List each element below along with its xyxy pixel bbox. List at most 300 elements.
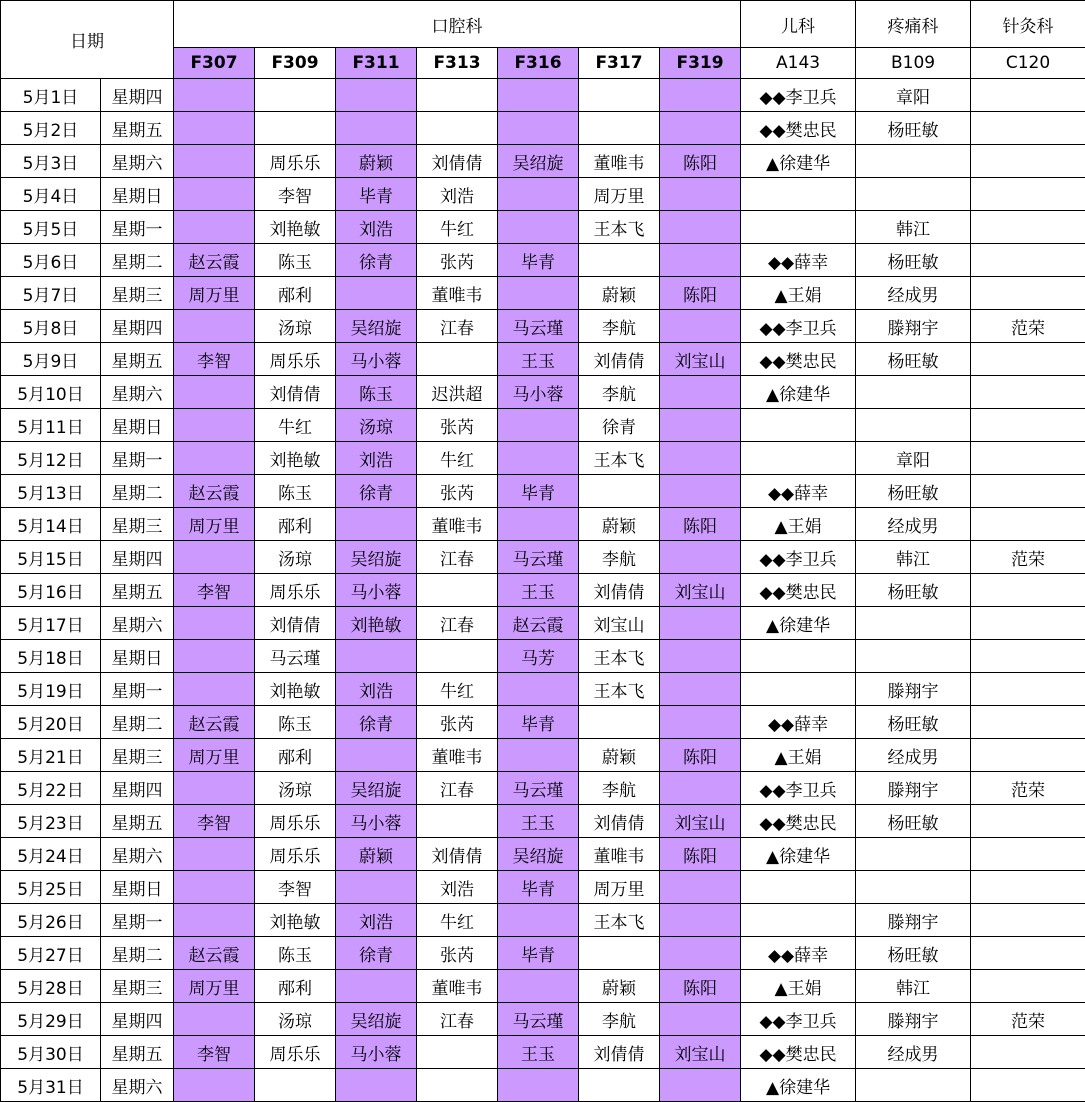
- weekday-cell: 星期日: [101, 409, 174, 442]
- duty-cell-f317: 蔚颖: [579, 508, 660, 541]
- duty-cell-f317: 李航: [579, 541, 660, 574]
- duty-cell-f319: [660, 607, 741, 640]
- table-row: [1, 310, 1085, 343]
- weekday-cell: 星期四: [101, 310, 174, 343]
- duty-cell-f317: 刘宝山: [579, 607, 660, 640]
- duty-cell-f311: 马小蓉: [336, 574, 417, 607]
- duty-cell-f307: [174, 904, 255, 937]
- duty-cell-a143: ◆◆薛幸: [741, 706, 856, 739]
- duty-cell-f313: [417, 574, 498, 607]
- duty-cell-f311: [336, 1069, 417, 1102]
- table-row: [1, 409, 1085, 442]
- duty-cell-f316: 毕青: [498, 475, 579, 508]
- duty-cell-c120: 范荣: [971, 541, 1085, 574]
- date-cell: 5月11日: [1, 409, 101, 442]
- duty-cell-f313: 牛红: [417, 904, 498, 937]
- duty-cell-f307: [174, 673, 255, 706]
- duty-cell-f313: 江春: [417, 310, 498, 343]
- date-cell: 5月18日: [1, 640, 101, 673]
- duty-cell-f319: [660, 673, 741, 706]
- duty-cell-f311: 徐青: [336, 475, 417, 508]
- duty-cell-f313: 董唯韦: [417, 970, 498, 1003]
- duty-cell-f311: 马小蓉: [336, 1036, 417, 1069]
- duty-cell-f319: 刘宝山: [660, 574, 741, 607]
- weekday-cell: 星期日: [101, 640, 174, 673]
- duty-cell-f307: 李智: [174, 343, 255, 376]
- date-cell: 5月13日: [1, 475, 101, 508]
- duty-cell-f309: 邴利: [255, 277, 336, 310]
- duty-cell-a143: ◆◆薛幸: [741, 244, 856, 277]
- duty-cell-a143: ▲徐建华: [741, 607, 856, 640]
- duty-cell-b109: 杨旺敏: [856, 112, 971, 145]
- date-header: 日期: [1, 1, 174, 79]
- duty-cell-f313: [417, 112, 498, 145]
- duty-cell-f313: 牛红: [417, 211, 498, 244]
- duty-cell-f309: 周乐乐: [255, 574, 336, 607]
- duty-cell-f319: 陈阳: [660, 277, 741, 310]
- duty-cell-f309: 周乐乐: [255, 145, 336, 178]
- date-cell: 5月5日: [1, 211, 101, 244]
- duty-cell-f316: 王玉: [498, 805, 579, 838]
- weekday-cell: 星期三: [101, 277, 174, 310]
- duty-cell-f311: [336, 79, 417, 112]
- duty-cell-a143: ▲徐建华: [741, 1069, 856, 1102]
- duty-cell-f319: [660, 706, 741, 739]
- duty-cell-f316: 毕青: [498, 244, 579, 277]
- duty-cell-f317: [579, 112, 660, 145]
- duty-cell-c120: [971, 442, 1085, 475]
- table-row: [1, 442, 1085, 475]
- duty-cell-f311: 马小蓉: [336, 343, 417, 376]
- duty-cell-c120: [971, 1036, 1085, 1069]
- date-cell: 5月22日: [1, 772, 101, 805]
- duty-cell-f319: [660, 211, 741, 244]
- duty-cell-f316: [498, 79, 579, 112]
- dept-header-acupuncture: 针灸科: [971, 1, 1085, 48]
- date-cell: 5月29日: [1, 1003, 101, 1036]
- duty-cell-f317: 蔚颖: [579, 970, 660, 1003]
- duty-cell-a143: ◆◆李卫兵: [741, 772, 856, 805]
- duty-cell-f307: 李智: [174, 805, 255, 838]
- duty-cell-f317: 刘倩倩: [579, 343, 660, 376]
- duty-cell-a143: ▲王娟: [741, 277, 856, 310]
- duty-cell-f309: 邴利: [255, 739, 336, 772]
- duty-cell-f313: 牛红: [417, 442, 498, 475]
- duty-cell-c120: [971, 871, 1085, 904]
- duty-cell-f313: 张芮: [417, 706, 498, 739]
- date-cell: 5月7日: [1, 277, 101, 310]
- duty-cell-c120: [971, 145, 1085, 178]
- duty-cell-a143: ▲徐建华: [741, 838, 856, 871]
- table-row: [1, 79, 1085, 112]
- weekday-cell: 星期六: [101, 376, 174, 409]
- table-row: [1, 673, 1085, 706]
- duty-cell-f317: [579, 475, 660, 508]
- duty-cell-f313: 江春: [417, 607, 498, 640]
- duty-cell-f316: [498, 409, 579, 442]
- duty-cell-f319: [660, 79, 741, 112]
- duty-cell-f307: 周万里: [174, 508, 255, 541]
- duty-cell-c120: [971, 706, 1085, 739]
- date-cell: 5月26日: [1, 904, 101, 937]
- duty-cell-a143: ◆◆李卫兵: [741, 79, 856, 112]
- duty-cell-f316: 吴绍旋: [498, 145, 579, 178]
- duty-cell-a143: ◆◆樊忠民: [741, 574, 856, 607]
- duty-cell-f309: 马云瑾: [255, 640, 336, 673]
- table-row: [1, 1069, 1085, 1102]
- duty-cell-f309: 陈玉: [255, 937, 336, 970]
- room-header-b109: B109: [856, 48, 971, 79]
- weekday-cell: 星期五: [101, 574, 174, 607]
- date-cell: 5月2日: [1, 112, 101, 145]
- duty-cell-f309: 邴利: [255, 970, 336, 1003]
- duty-cell-f311: 毕青: [336, 178, 417, 211]
- duty-cell-a143: [741, 673, 856, 706]
- duty-cell-f317: 刘倩倩: [579, 805, 660, 838]
- duty-cell-f319: [660, 310, 741, 343]
- duty-cell-c120: [971, 112, 1085, 145]
- duty-cell-f313: 迟洪超: [417, 376, 498, 409]
- weekday-cell: 星期一: [101, 673, 174, 706]
- duty-cell-f319: 陈阳: [660, 970, 741, 1003]
- duty-cell-c120: [971, 277, 1085, 310]
- duty-cell-f319: [660, 376, 741, 409]
- date-cell: 5月31日: [1, 1069, 101, 1102]
- table-row: [1, 772, 1085, 805]
- table-row: [1, 112, 1085, 145]
- dept-header-pain: 疼痛科: [856, 1, 971, 48]
- duty-cell-f316: [498, 178, 579, 211]
- duty-cell-f307: [174, 112, 255, 145]
- duty-cell-f317: 王本飞: [579, 904, 660, 937]
- duty-cell-f317: [579, 244, 660, 277]
- duty-cell-f317: 周万里: [579, 178, 660, 211]
- duty-cell-b109: [856, 607, 971, 640]
- room-header-f307: F307: [174, 48, 255, 79]
- duty-cell-f311: [336, 640, 417, 673]
- duty-cell-f313: 牛红: [417, 673, 498, 706]
- duty-cell-b109: [856, 1069, 971, 1102]
- duty-cell-b109: 杨旺敏: [856, 805, 971, 838]
- duty-cell-c120: [971, 343, 1085, 376]
- duty-cell-f313: 董唯韦: [417, 508, 498, 541]
- duty-cell-f309: 陈玉: [255, 475, 336, 508]
- duty-cell-f313: [417, 343, 498, 376]
- duty-cell-f313: [417, 805, 498, 838]
- table-row: [1, 211, 1085, 244]
- duty-cell-f317: 蔚颖: [579, 277, 660, 310]
- duty-cell-f316: 马云瑾: [498, 1003, 579, 1036]
- table-row: [1, 376, 1085, 409]
- duty-cell-f311: 徐青: [336, 706, 417, 739]
- duty-cell-a143: ◆◆樊忠民: [741, 1036, 856, 1069]
- duty-cell-a143: ▲王娟: [741, 970, 856, 1003]
- duty-cell-f307: [174, 607, 255, 640]
- duty-cell-f316: [498, 904, 579, 937]
- duty-cell-a143: [741, 409, 856, 442]
- duty-cell-f319: [660, 904, 741, 937]
- table-row: [1, 574, 1085, 607]
- weekday-cell: 星期二: [101, 475, 174, 508]
- duty-cell-f319: [660, 772, 741, 805]
- duty-cell-f317: 董唯韦: [579, 838, 660, 871]
- date-cell: 5月14日: [1, 508, 101, 541]
- duty-cell-b109: [856, 640, 971, 673]
- date-cell: 5月10日: [1, 376, 101, 409]
- duty-cell-f319: [660, 244, 741, 277]
- duty-cell-f319: [660, 541, 741, 574]
- weekday-cell: 星期日: [101, 871, 174, 904]
- duty-cell-f307: [174, 1003, 255, 1036]
- duty-cell-b109: [856, 838, 971, 871]
- duty-cell-a143: ◆◆樊忠民: [741, 112, 856, 145]
- duty-cell-b109: 杨旺敏: [856, 475, 971, 508]
- duty-cell-f309: 周乐乐: [255, 805, 336, 838]
- table-row: [1, 904, 1085, 937]
- date-cell: 5月21日: [1, 739, 101, 772]
- table-row: [1, 706, 1085, 739]
- duty-cell-f316: 毕青: [498, 937, 579, 970]
- duty-cell-b109: 杨旺敏: [856, 706, 971, 739]
- table-row: [1, 970, 1085, 1003]
- duty-cell-c120: [971, 904, 1085, 937]
- date-cell: 5月8日: [1, 310, 101, 343]
- duty-cell-f316: 王玉: [498, 343, 579, 376]
- date-cell: 5月16日: [1, 574, 101, 607]
- duty-cell-c120: [971, 838, 1085, 871]
- duty-cell-f313: 张芮: [417, 409, 498, 442]
- duty-cell-f317: 李航: [579, 310, 660, 343]
- duty-cell-a143: [741, 904, 856, 937]
- duty-cell-f309: 汤琼: [255, 310, 336, 343]
- date-cell: 5月19日: [1, 673, 101, 706]
- table-row: [1, 937, 1085, 970]
- duty-cell-c120: 范荣: [971, 772, 1085, 805]
- duty-cell-f311: 蔚颖: [336, 838, 417, 871]
- duty-cell-f317: [579, 79, 660, 112]
- weekday-cell: 星期四: [101, 79, 174, 112]
- duty-cell-f307: 周万里: [174, 277, 255, 310]
- duty-cell-b109: 杨旺敏: [856, 343, 971, 376]
- weekday-cell: 星期六: [101, 607, 174, 640]
- duty-cell-f319: [660, 937, 741, 970]
- duty-cell-b109: 经成男: [856, 1036, 971, 1069]
- date-cell: 5月27日: [1, 937, 101, 970]
- duty-cell-a143: ◆◆薛幸: [741, 475, 856, 508]
- duty-cell-f317: [579, 1069, 660, 1102]
- duty-cell-f311: [336, 508, 417, 541]
- duty-cell-f319: [660, 1069, 741, 1102]
- duty-cell-f313: [417, 79, 498, 112]
- duty-cell-f309: 李智: [255, 871, 336, 904]
- weekday-cell: 星期二: [101, 706, 174, 739]
- duty-cell-f311: [336, 970, 417, 1003]
- duty-cell-a143: ▲徐建华: [741, 376, 856, 409]
- duty-cell-f316: 吴绍旋: [498, 838, 579, 871]
- duty-cell-c120: [971, 607, 1085, 640]
- weekday-cell: 星期日: [101, 178, 174, 211]
- duty-cell-f317: 董唯韦: [579, 145, 660, 178]
- duty-cell-f311: [336, 277, 417, 310]
- duty-cell-f309: [255, 79, 336, 112]
- weekday-cell: 星期六: [101, 1069, 174, 1102]
- duty-cell-f317: 王本飞: [579, 640, 660, 673]
- duty-cell-f316: [498, 1069, 579, 1102]
- duty-cell-f316: [498, 739, 579, 772]
- duty-cell-c120: [971, 673, 1085, 706]
- duty-cell-a143: [741, 871, 856, 904]
- duty-cell-f313: 江春: [417, 772, 498, 805]
- duty-cell-f316: [498, 508, 579, 541]
- duty-cell-c120: [971, 244, 1085, 277]
- table-row: [1, 541, 1085, 574]
- duty-cell-f316: 赵云霞: [498, 607, 579, 640]
- room-header-a143: A143: [741, 48, 856, 79]
- duty-cell-c120: [971, 1069, 1085, 1102]
- weekday-cell: 星期五: [101, 343, 174, 376]
- duty-cell-f307: [174, 772, 255, 805]
- duty-cell-f307: 周万里: [174, 970, 255, 1003]
- duty-cell-f307: [174, 871, 255, 904]
- duty-cell-f317: 王本飞: [579, 442, 660, 475]
- duty-cell-f307: [174, 838, 255, 871]
- duty-cell-f313: 刘浩: [417, 871, 498, 904]
- duty-cell-f317: 徐青: [579, 409, 660, 442]
- duty-cell-f316: 马芳: [498, 640, 579, 673]
- duty-cell-f313: 张芮: [417, 475, 498, 508]
- duty-cell-f313: [417, 640, 498, 673]
- room-header-f313: F313: [417, 48, 498, 79]
- duty-cell-c120: [971, 475, 1085, 508]
- duty-cell-a143: ◆◆李卫兵: [741, 1003, 856, 1036]
- duty-cell-f316: 王玉: [498, 1036, 579, 1069]
- table-row: [1, 607, 1085, 640]
- duty-cell-f311: 吴绍旋: [336, 1003, 417, 1036]
- weekday-cell: 星期六: [101, 838, 174, 871]
- duty-cell-c120: [971, 409, 1085, 442]
- duty-cell-f307: 赵云霞: [174, 475, 255, 508]
- table-row: [1, 838, 1085, 871]
- duty-cell-f319: [660, 475, 741, 508]
- weekday-cell: 星期一: [101, 211, 174, 244]
- duty-cell-f311: 刘艳敏: [336, 607, 417, 640]
- weekday-cell: 星期六: [101, 145, 174, 178]
- weekday-cell: 星期五: [101, 805, 174, 838]
- table-row: [1, 871, 1085, 904]
- duty-cell-c120: 范荣: [971, 310, 1085, 343]
- duty-cell-b109: [856, 178, 971, 211]
- date-cell: 5月9日: [1, 343, 101, 376]
- duty-cell-f317: [579, 937, 660, 970]
- duty-cell-a143: [741, 640, 856, 673]
- duty-cell-a143: [741, 442, 856, 475]
- date-cell: 5月25日: [1, 871, 101, 904]
- duty-cell-b109: [856, 871, 971, 904]
- duty-cell-a143: ◆◆薛幸: [741, 937, 856, 970]
- duty-cell-c120: [971, 640, 1085, 673]
- duty-cell-f307: [174, 145, 255, 178]
- duty-cell-c120: [971, 937, 1085, 970]
- table-row: [1, 178, 1085, 211]
- duty-cell-f319: 刘宝山: [660, 343, 741, 376]
- room-header-f319: F319: [660, 48, 741, 79]
- duty-cell-f313: 刘倩倩: [417, 145, 498, 178]
- duty-cell-f316: [498, 277, 579, 310]
- duty-cell-f316: [498, 442, 579, 475]
- table-row: [1, 343, 1085, 376]
- duty-cell-f307: [174, 211, 255, 244]
- duty-cell-f309: 刘艳敏: [255, 211, 336, 244]
- duty-cell-f313: 董唯韦: [417, 277, 498, 310]
- weekday-cell: 星期三: [101, 970, 174, 1003]
- duty-cell-b109: [856, 145, 971, 178]
- duty-cell-f311: 刘浩: [336, 211, 417, 244]
- duty-cell-b109: 经成男: [856, 277, 971, 310]
- room-header-f316: F316: [498, 48, 579, 79]
- duty-cell-f309: 刘艳敏: [255, 904, 336, 937]
- duty-cell-f309: [255, 112, 336, 145]
- duty-cell-f307: [174, 310, 255, 343]
- duty-cell-f317: 蔚颖: [579, 739, 660, 772]
- duty-cell-f319: 陈阳: [660, 739, 741, 772]
- dept-header-pediatrics: 儿科: [741, 1, 856, 48]
- duty-cell-c120: 范荣: [971, 1003, 1085, 1036]
- duty-cell-b109: 滕翔宇: [856, 904, 971, 937]
- duty-cell-f307: [174, 442, 255, 475]
- date-cell: 5月30日: [1, 1036, 101, 1069]
- duty-cell-f316: [498, 673, 579, 706]
- duty-cell-f316: 毕青: [498, 871, 579, 904]
- duty-cell-f316: 马云瑾: [498, 541, 579, 574]
- weekday-cell: 星期四: [101, 772, 174, 805]
- date-cell: 5月6日: [1, 244, 101, 277]
- weekday-cell: 星期一: [101, 904, 174, 937]
- date-cell: 5月4日: [1, 178, 101, 211]
- duty-cell-f317: 王本飞: [579, 211, 660, 244]
- duty-cell-f316: 马云瑾: [498, 772, 579, 805]
- duty-cell-f309: 李智: [255, 178, 336, 211]
- dept-header-dental: 口腔科: [174, 1, 741, 48]
- duty-cell-f309: 周乐乐: [255, 838, 336, 871]
- duty-cell-f316: 王玉: [498, 574, 579, 607]
- duty-cell-f316: [498, 211, 579, 244]
- date-cell: 5月24日: [1, 838, 101, 871]
- duty-cell-c120: [971, 79, 1085, 112]
- duty-cell-b109: 韩江: [856, 541, 971, 574]
- table-row: [1, 244, 1085, 277]
- date-cell: 5月20日: [1, 706, 101, 739]
- duty-cell-b109: 杨旺敏: [856, 937, 971, 970]
- duty-cell-f307: [174, 640, 255, 673]
- duty-cell-f319: [660, 112, 741, 145]
- duty-cell-c120: [971, 211, 1085, 244]
- duty-cell-f313: [417, 1036, 498, 1069]
- duty-cell-a143: ◆◆樊忠民: [741, 805, 856, 838]
- duty-cell-a143: ▲王娟: [741, 508, 856, 541]
- duty-cell-b109: 章阳: [856, 442, 971, 475]
- weekday-cell: 星期二: [101, 244, 174, 277]
- duty-cell-f307: [174, 1069, 255, 1102]
- duty-cell-f311: 陈玉: [336, 376, 417, 409]
- duty-cell-f319: [660, 871, 741, 904]
- duty-cell-b109: 滕翔宇: [856, 772, 971, 805]
- duty-cell-f317: 刘倩倩: [579, 574, 660, 607]
- duty-cell-c120: [971, 970, 1085, 1003]
- table-row: [1, 1036, 1085, 1069]
- duty-cell-f307: 赵云霞: [174, 244, 255, 277]
- duty-cell-f316: [498, 112, 579, 145]
- duty-cell-b109: 杨旺敏: [856, 574, 971, 607]
